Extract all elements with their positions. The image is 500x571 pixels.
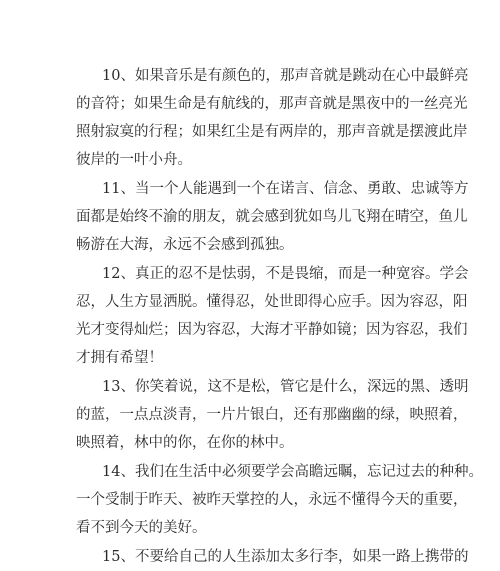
paragraph-line: 看不到今天的美好。	[76, 520, 207, 536]
paragraph-line: 12、真正的忍不是怯弱，不是畏缩，而是一种宽容。学会	[102, 266, 469, 282]
paragraph-line: 忍，人生方显洒脱。懂得忍，处世即得心应手。因为容忍，阳	[76, 294, 468, 310]
paragraph-line: 15、不要给自己的人生添加太多行李，如果一路上携带的	[102, 549, 469, 565]
paragraph-line: 10、如果音乐是有颜色的，那声音就是跳动在心中最鲜亮	[102, 68, 469, 84]
paragraph-line: 照射寂寞的行程；如果红尘是有两岸的，那声音就是摆渡此岸	[76, 124, 468, 140]
paragraph-line: 14、我们在生活中必须要学会高瞻远瞩，忘记过去的种种。	[102, 464, 483, 480]
paragraph-14	[76, 458, 483, 542]
paragraph-line: 彼岸的一叶小舟。	[76, 152, 192, 168]
paragraph-15	[76, 543, 469, 571]
paragraph-line: 的音符；如果生命是有航线的，那声音就是黑夜中的一丝亮光	[76, 96, 468, 112]
paragraph-line: 才拥有希望！	[76, 350, 163, 366]
paragraph-line: 的蓝，一点点淡青，一片片银白，还有那幽幽的绿，映照着，	[76, 407, 468, 423]
paragraph-line: 畅游在大海，永远不会感到孤独。	[76, 237, 294, 253]
paragraph-12	[76, 260, 469, 372]
paragraph-line: 面都是始终不渝的朋友，就会感到犹如鸟儿飞翔在晴空，鱼儿	[76, 209, 468, 225]
paragraph-13	[76, 373, 469, 457]
paragraph-line: 13、你笑着说，这不是松，管它是什么，深远的黑、透明	[102, 379, 469, 395]
paragraph-line: 光才变得灿烂；因为容忍，大海才平静如镜；因为容忍，我们	[76, 322, 468, 338]
paragraph-line: 11、当一个人能遇到一个在诺言、信念、勇敢、忠诚等方	[102, 181, 469, 197]
paragraph-11	[76, 175, 469, 259]
paragraph-line: 映照着，林中的你，在你的林中。	[76, 435, 294, 451]
paragraph-10	[76, 62, 469, 174]
paragraph-line: 一个受制于昨天、被昨天掌控的人，永远不懂得今天的重要，	[76, 492, 468, 508]
